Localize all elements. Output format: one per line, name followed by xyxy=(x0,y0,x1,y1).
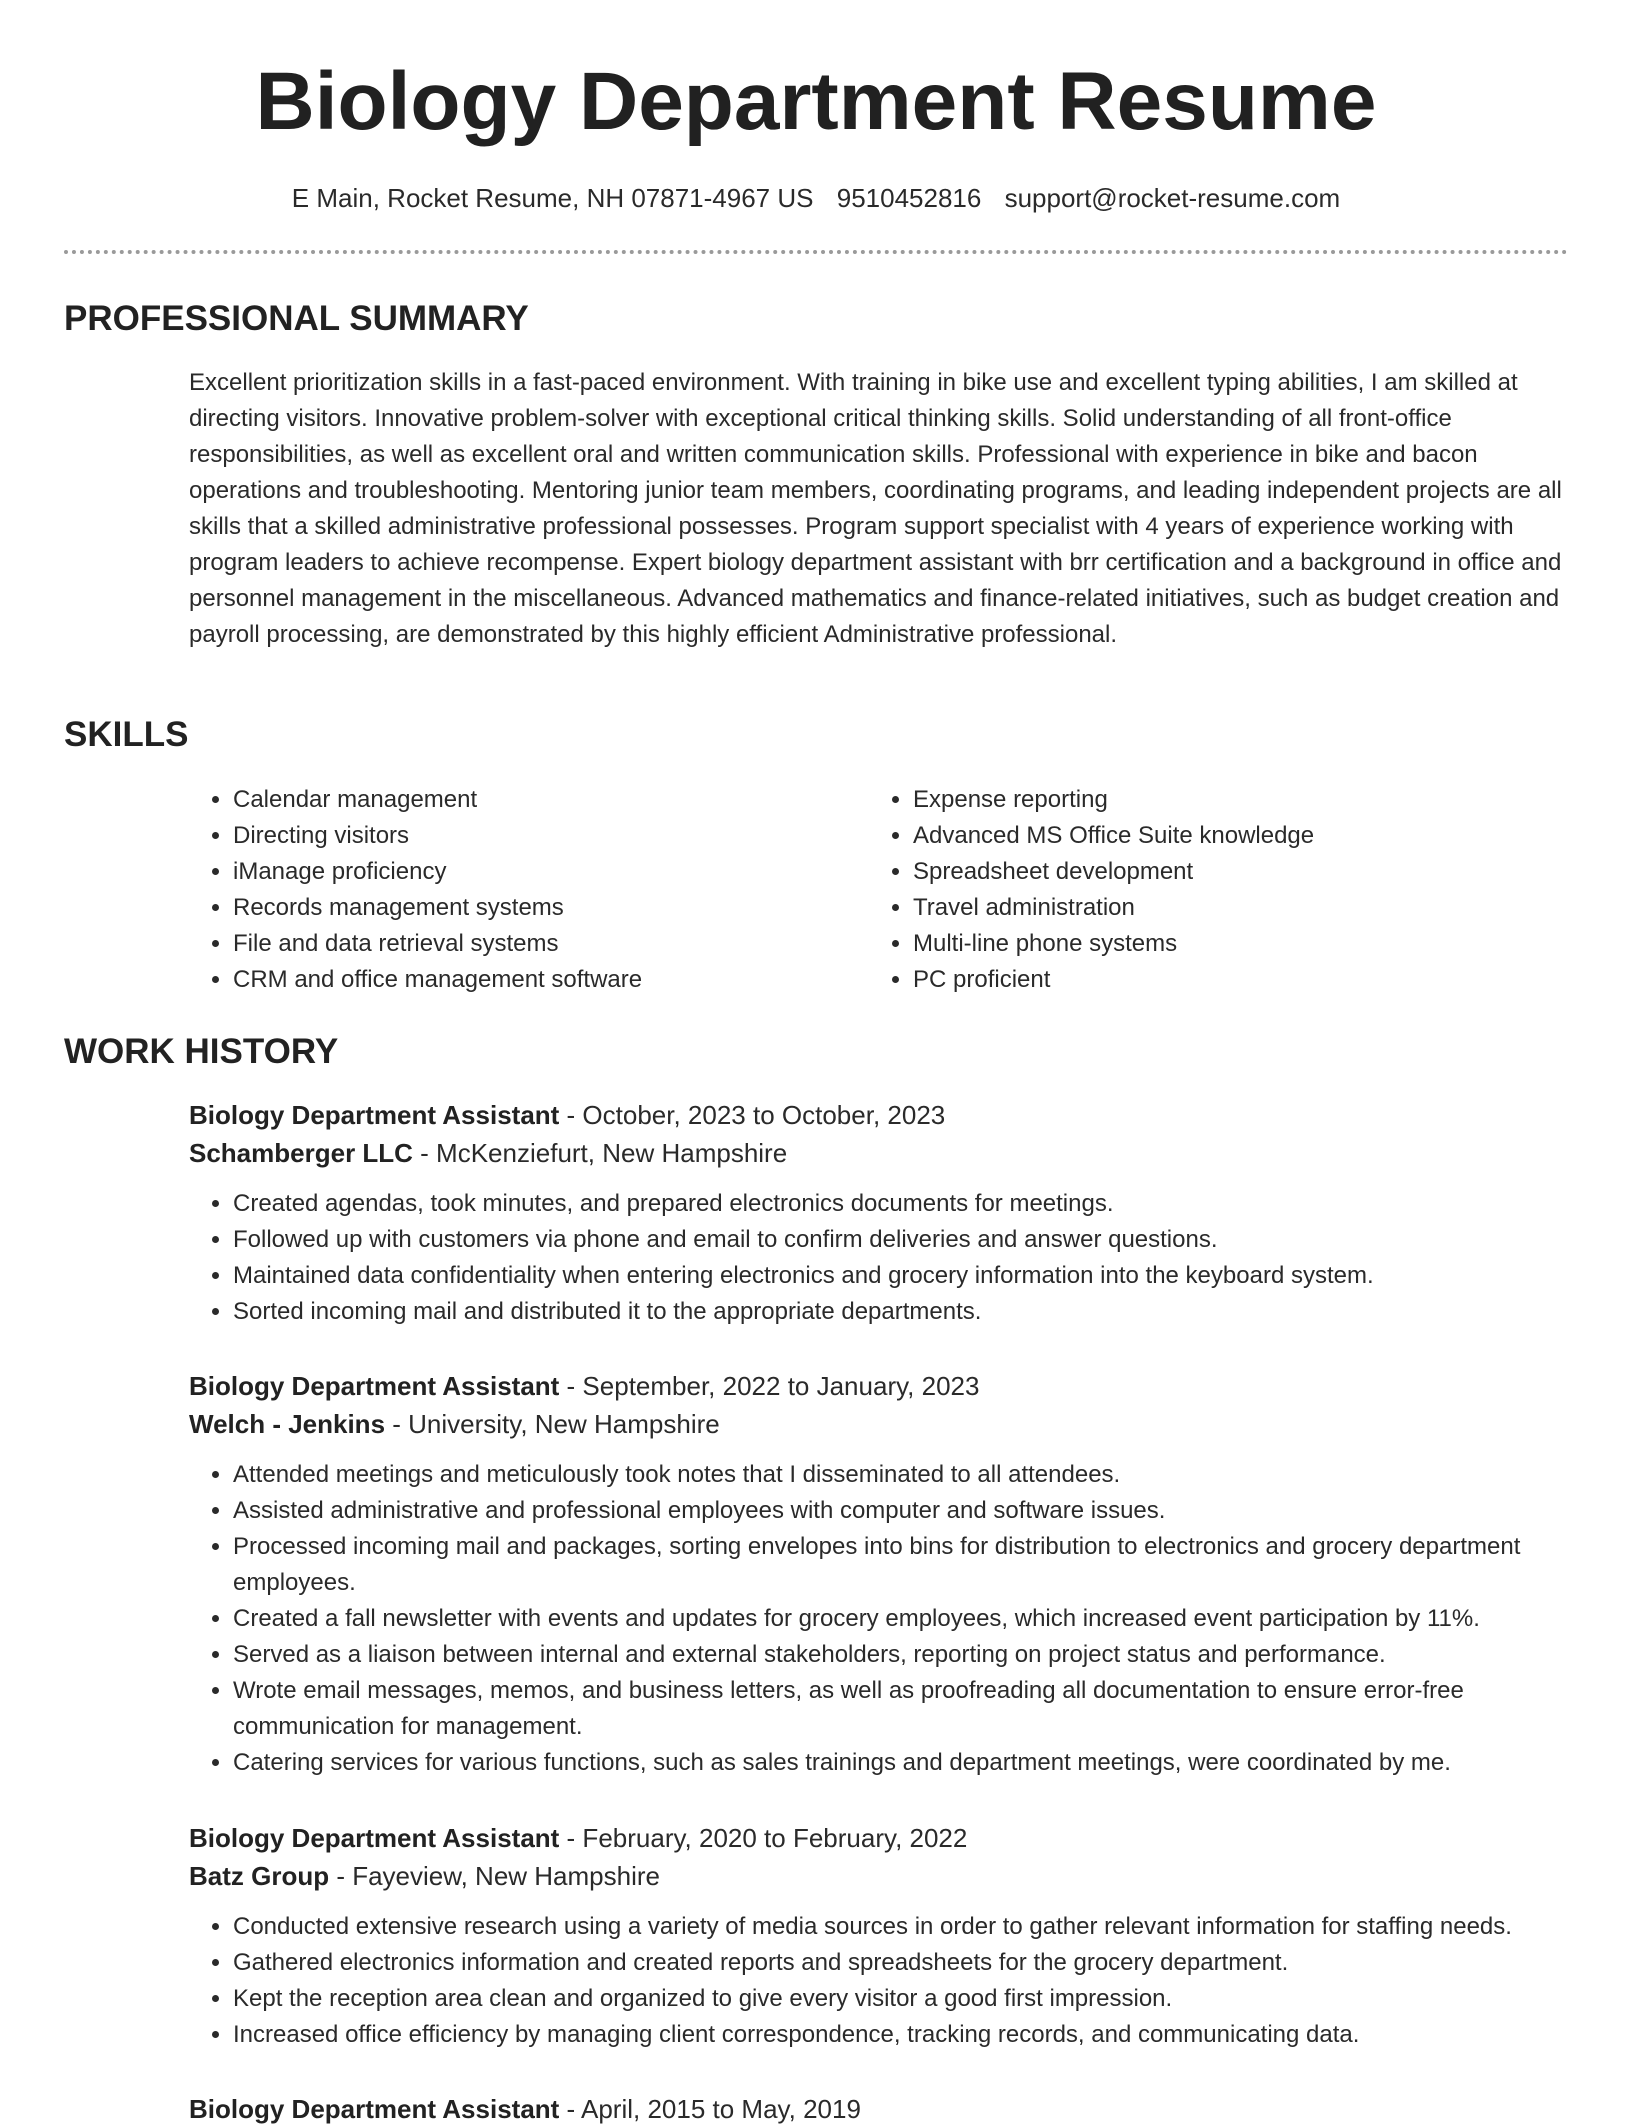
job-role-line xyxy=(189,1096,1579,1134)
contact-phone: 9510452816 xyxy=(836,183,982,213)
contact-line xyxy=(0,180,1632,216)
job-bullet: • Maintained data confidentiality when entering electronics and grocery information into the keyboard system. xyxy=(233,1258,1579,1294)
contact-address: E Main, Rocket Resume, NH 07871-4967 US xyxy=(291,183,814,213)
job-bullet: • Created a fall newsletter with events and updates for grocery employees, which increased event participation by 11%. xyxy=(233,1601,1579,1637)
skill-item: • iManage proficiency xyxy=(233,854,833,890)
summary-heading: PROFESSIONAL SUMMARY xyxy=(64,299,529,338)
job-bullet: • Increased office efficiency by managing client correspondence, tracking records, and communicating data. xyxy=(233,2017,1579,2053)
skill-item: • PC proficient xyxy=(913,962,1553,998)
job-role: Biology Department Assistant xyxy=(189,1371,560,1401)
job-bullet: • Created agendas, took minutes, and prepared electronics documents for meetings. xyxy=(233,1186,1579,1222)
job-role-line xyxy=(189,1819,1579,1857)
skills-heading: SKILLS xyxy=(64,715,189,754)
skill-item: • Travel administration xyxy=(913,890,1553,926)
job-bullet: • Attended meetings and meticulously took notes that I disseminated to all attendees. xyxy=(233,1457,1579,1493)
job-role-line xyxy=(189,2090,1579,2128)
job-bullet: • Catering services for various functions, such as sales trainings and department meetings, were coordinated by me. xyxy=(233,1745,1579,1781)
job-entry xyxy=(189,1819,1579,2053)
job-company: Welch - Jenkins xyxy=(189,1409,386,1439)
job-role-line xyxy=(189,1367,1579,1405)
job-role: Biology Department Assistant xyxy=(189,1823,560,1853)
job-dates: - February, 2020 to February, 2022 xyxy=(559,1823,968,1853)
job-dates: - April, 2015 to May, 2019 xyxy=(559,2094,861,2124)
job-bullets xyxy=(189,1186,1579,1330)
job-dates: - October, 2023 to October, 2023 xyxy=(559,1100,946,1130)
job-location: - Fayeview, New Hampshire xyxy=(329,1861,660,1891)
job-bullets xyxy=(189,1457,1579,1781)
summary-text: Excellent prioritization skills in a fast-paced environment. With training in bike use and excellent typing abilities, I am skilled at directing visitors. Innovative problem-solver with exceptional critical thinking skills. Solid understanding of all front-office responsibilities, as well as excellent oral and written communication skills. Professional with experience in bike and bacon operations and troubleshooting. Mentoring junior team members, coordinating programs, and leading independent projects are all skills that a skilled administrative professional possesses. Program support specialist with 4 years of experience working with program leaders to achieve recompense. Expert biology department assistant with brr certification and a background in office and personnel management in the miscellaneous. Advanced mathematics and finance-related initiatives, such as budget creation and payroll processing, are demonstrated by this highly efficient Administrative professional. xyxy=(189,369,1562,648)
skill-item: • Records management systems xyxy=(233,890,833,926)
skills-list-right xyxy=(869,782,1553,998)
job-company: Schamberger LLC xyxy=(189,1138,413,1168)
job-bullet: • Assisted administrative and professional employees with computer and software issues. xyxy=(233,1493,1579,1529)
job-bullet: • Followed up with customers via phone and email to confirm deliveries and answer questions. xyxy=(233,1222,1579,1258)
job-company-line xyxy=(189,1857,1579,1895)
job-bullet: • Kept the reception area clean and organized to give every visitor a good first impression. xyxy=(233,1981,1579,2017)
job-bullet: • Served as a liaison between internal and external stakeholders, reporting on project status and performance. xyxy=(233,1637,1579,1673)
job-role: Biology Department Assistant xyxy=(189,1100,560,1130)
job-company: Batz Group xyxy=(189,1861,330,1891)
job-bullet: • Sorted incoming mail and distributed it to the appropriate departments. xyxy=(233,1294,1579,1330)
job-bullet: • Gathered electronics information and created reports and spreadsheets for the grocery department. xyxy=(233,1945,1579,1981)
work-history-heading: WORK HISTORY xyxy=(64,1032,339,1071)
skills-list-left xyxy=(189,782,833,998)
job-bullet: • Conducted extensive research using a variety of media sources in order to gather relevant information for staffing needs. xyxy=(233,1909,1579,1945)
job-entry xyxy=(189,2090,1579,2128)
contact-email: support@rocket-resume.com xyxy=(1004,183,1341,213)
job-bullet: • Processed incoming mail and packages, sorting envelopes into bins for distribution to electronics and grocery department employees. xyxy=(233,1529,1579,1601)
job-location: - McKenziefurt, New Hampshire xyxy=(412,1138,788,1168)
job-company-line xyxy=(189,1405,1579,1443)
skill-item: • Expense reporting xyxy=(913,782,1553,818)
skill-item: • Calendar management xyxy=(233,782,833,818)
skill-item: • Multi-line phone systems xyxy=(913,926,1553,962)
skill-item: • Spreadsheet development xyxy=(913,854,1553,890)
job-entry xyxy=(189,1096,1579,1330)
job-company-line xyxy=(189,1134,1579,1172)
job-dates: - September, 2022 to January, 2023 xyxy=(559,1371,980,1401)
skill-item: • Advanced MS Office Suite knowledge xyxy=(913,818,1553,854)
job-bullet: • Wrote email messages, memos, and business letters, as well as proofreading all documentation to ensure error-free communication for management. xyxy=(233,1673,1579,1745)
job-bullets xyxy=(189,1909,1579,2053)
skill-item: • Directing visitors xyxy=(233,818,833,854)
header-divider xyxy=(64,250,1568,254)
resume-title: Biology Department Resume xyxy=(255,56,1377,147)
job-role: Biology Department Assistant xyxy=(189,2094,560,2124)
job-entry xyxy=(189,1367,1579,1781)
job-location: - University, New Hampshire xyxy=(385,1409,720,1439)
skill-item: • File and data retrieval systems xyxy=(233,926,833,962)
skill-item: • CRM and office management software xyxy=(233,962,833,998)
